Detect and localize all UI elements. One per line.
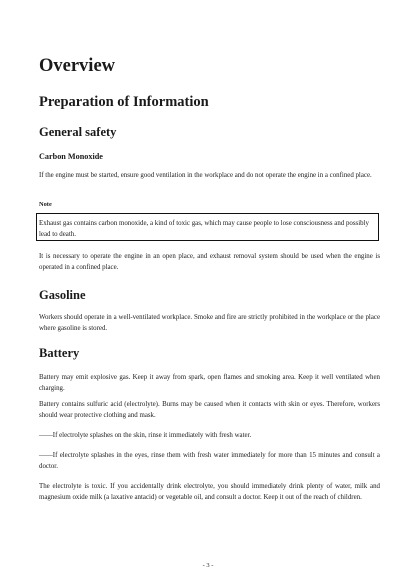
- carbon-monoxide-paragraph-2: It is necessary to operate the engine in an open place, and exhaust removal system should be used when the engine is operated in a confined place.: [39, 253, 380, 271]
- battery-heading: Battery: [39, 346, 80, 360]
- page-title: Overview: [39, 56, 116, 76]
- page-number: - 3 -: [202, 562, 214, 569]
- battery-paragraph-3: ——If electrolyte splashes on the skin, rinse it immediately with fresh water.: [39, 432, 252, 439]
- battery-paragraph-5: The electrolyte is toxic. If you accidentally drink electrolyte, you should immediately drink plenty of water, milk and magnesium oxide milk (a laxative antacid) or vegetable oil, and consult a doctor. Keep it out of the reach of children.: [39, 483, 380, 501]
- general-safety-heading: General safety: [39, 125, 117, 139]
- note-label: Note: [39, 201, 52, 208]
- gasoline-paragraph: Workers should operate in a well-ventilated workplace. Smoke and fire are strictly prohibited in the workplace or the place where gasoline is stored.: [39, 314, 380, 332]
- carbon-monoxide-heading: Carbon Monoxide: [39, 152, 103, 161]
- gasoline-heading: Gasoline: [39, 288, 86, 302]
- section-title: Preparation of Information: [39, 94, 209, 110]
- note-text: Exhaust gas contains carbon monoxide, a kind of toxic gas, which may cause people to lose consciousness and possibly lead to death.: [39, 220, 369, 238]
- battery-paragraph-1: Battery may emit explosive gas. Keep it away from spark, open flames and smoking area. Keep it well ventilated when charging.: [39, 374, 380, 392]
- battery-paragraph-2: Battery contains sulfuric acid (electrolyte). Burns may be caused when it contacts with skin or eyes. Therefore, workers should wear protective clothing and mask.: [39, 401, 380, 419]
- battery-paragraph-4: ——If electrolyte splashes in the eyes, rinse them with fresh water immediately for more than 15 minutes and consult a doctor.: [39, 452, 380, 470]
- carbon-monoxide-paragraph-1: If the engine must be started, ensure good ventilation in the workplace and do not operate the engine in a confined place.: [39, 172, 372, 179]
